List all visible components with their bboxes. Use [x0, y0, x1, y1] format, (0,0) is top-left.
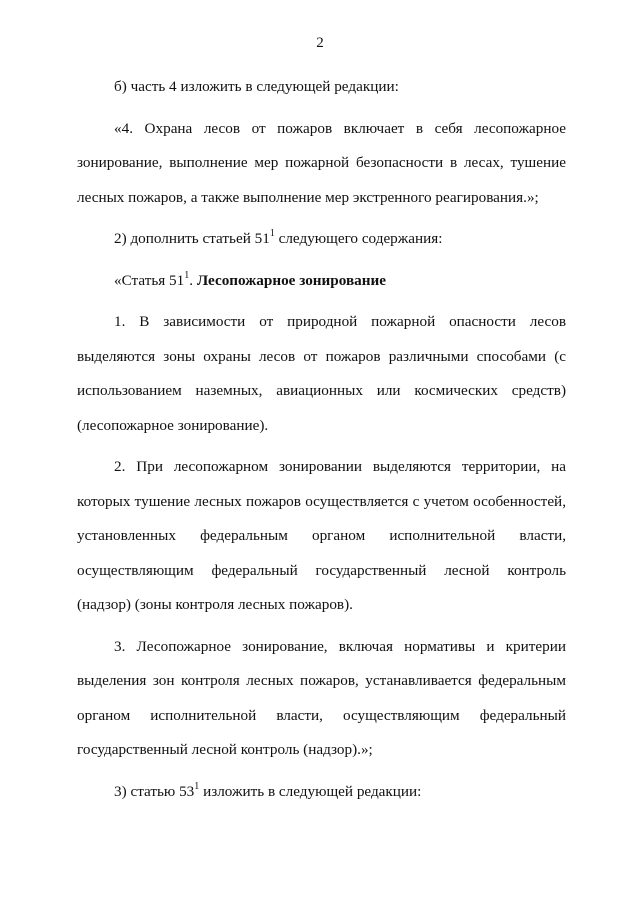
text-fragment: .	[189, 271, 197, 289]
paragraph-clause-3: 3. Лесопожарное зонирование, включая нормативы и критерии выделения зон контроля лесных пожаров, устанавливается федеральным органом исполнительной власти, осуществляющим федеральный государственный лесной контроль (надзор).»;	[77, 637, 566, 758]
paragraph-article-53	[77, 775, 566, 810]
paragraph-add-article	[77, 222, 566, 257]
text-fragment: «Статья 51	[114, 271, 185, 289]
paragraph-part-4-text: «4. Охрана лесов от пожаров включает в себя лесопожарное зонирование, выполнение мер пожарной безопасности в лесах, тушение лесных пожаров, а также выполнение мер экстренного реагирования.»;	[77, 119, 566, 206]
document-body	[77, 70, 566, 809]
page-number: 2	[316, 35, 324, 51]
text-fragment: следующего содержания:	[274, 230, 443, 247]
superscript: 1	[269, 228, 275, 239]
paragraph-clause-2: 2. При лесопожарном зонировании выделяются территории, на которых тушение лесных пожаров осуществляется с учетом особенностей, установленных федеральным органом исполнительной власти, осуществляющим федеральный государственный лесной контроль (надзор) (зоны контроля лесных пожаров).	[77, 458, 566, 613]
article-title: Лесопожарное зонирование	[196, 271, 387, 289]
text-fragment: изложить в следующей редакции:	[199, 782, 422, 800]
paragraph-clause-1: 1. В зависимости от природной пожарной опасности лесов выделяются зоны охраны лесов от пожаров различными способами (с использованием наземных, авиационных или космических средств) (лесопожарное зонирование).	[77, 313, 566, 434]
paragraph-part-4-intro: б) часть 4 изложить в следующей редакции:	[114, 78, 399, 95]
article-heading	[77, 264, 566, 299]
text-fragment: 2) дополнить статьей 51	[114, 230, 270, 247]
superscript: 1	[184, 269, 190, 281]
text-fragment: 3) статью 53	[114, 782, 195, 800]
superscript: 1	[194, 780, 200, 792]
